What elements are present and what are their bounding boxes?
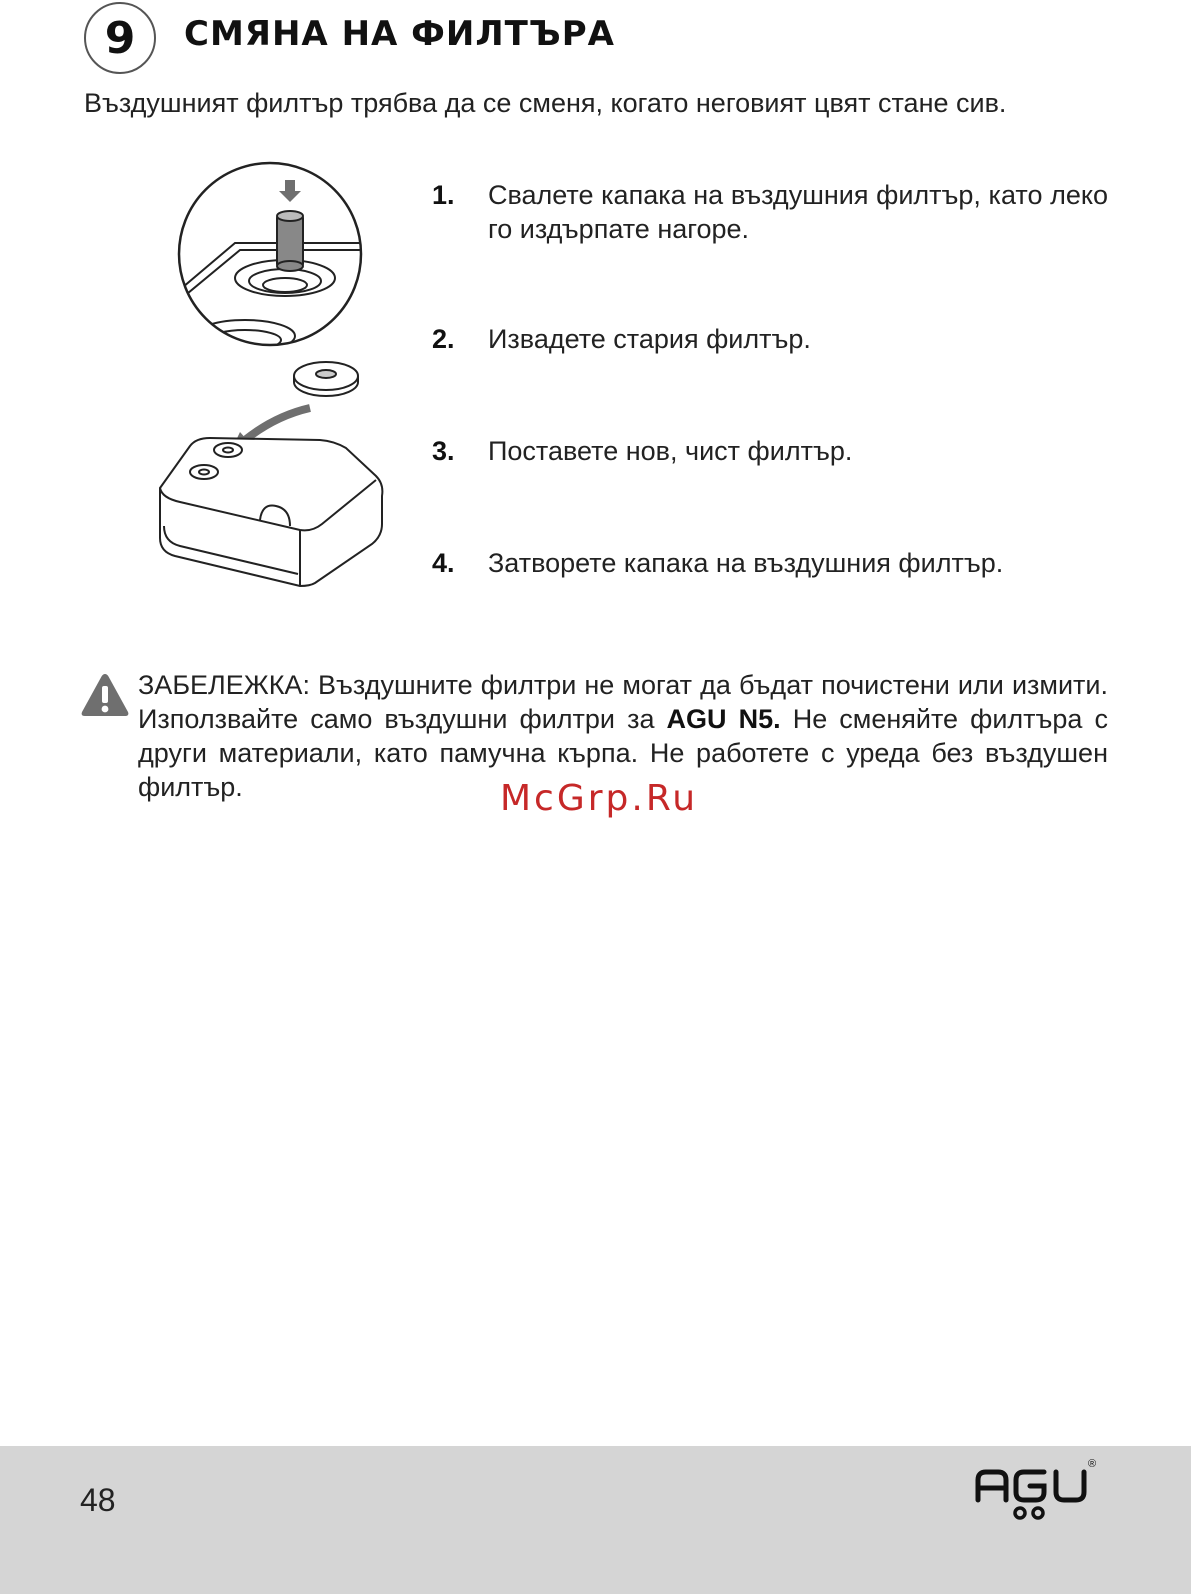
brand-logo <box>970 1458 1120 1524</box>
step-item <box>432 434 1108 468</box>
watermark: McGrp.Ru <box>500 778 699 819</box>
arrow-down-icon <box>279 180 301 202</box>
step-number: 3. <box>432 436 455 466</box>
page-number: 48 <box>80 1482 116 1518</box>
section-number-badge <box>84 2 156 74</box>
step-number: 2. <box>432 324 455 354</box>
step-item <box>432 178 1108 246</box>
step-item <box>432 322 1108 356</box>
step-number: 1. <box>432 180 455 210</box>
step-number: 4. <box>432 548 455 578</box>
intro-text: Въздушният филтър трябва да се сменя, когато неговият цвят стане сив. <box>84 88 1007 118</box>
step-text: Извадете стария филтър. <box>488 324 811 354</box>
step-text: Затворете капака на въздушния филтър. <box>488 548 1004 578</box>
step-item <box>432 546 1108 580</box>
note-product-name: AGU N5. <box>666 704 781 734</box>
section-number: 9 <box>104 12 136 64</box>
page-footer <box>0 1446 1191 1594</box>
warning-icon <box>80 672 130 718</box>
filter-replacement-illustration <box>150 158 400 598</box>
page-title: СМЯНА НА ФИЛТЪРА <box>184 14 615 54</box>
note-text-part2: Не сменяйте филтъра с други материали, като памучна кърпа. Не работете с уреда без въздушен филтър. <box>138 704 1108 802</box>
step-text: Поставете нов, чист филтър. <box>488 436 853 466</box>
note-text-part1: ЗАБЕЛЕЖКА: Въздушните филтри не могат да бъдат почистени или измити. Използвайте само въздушни филтри за <box>138 670 1108 734</box>
step-text: Свалете капака на въздушния филтър, като леко го издърпате нагоре. <box>488 180 1108 244</box>
registered-mark: ® <box>1088 1458 1097 1470</box>
